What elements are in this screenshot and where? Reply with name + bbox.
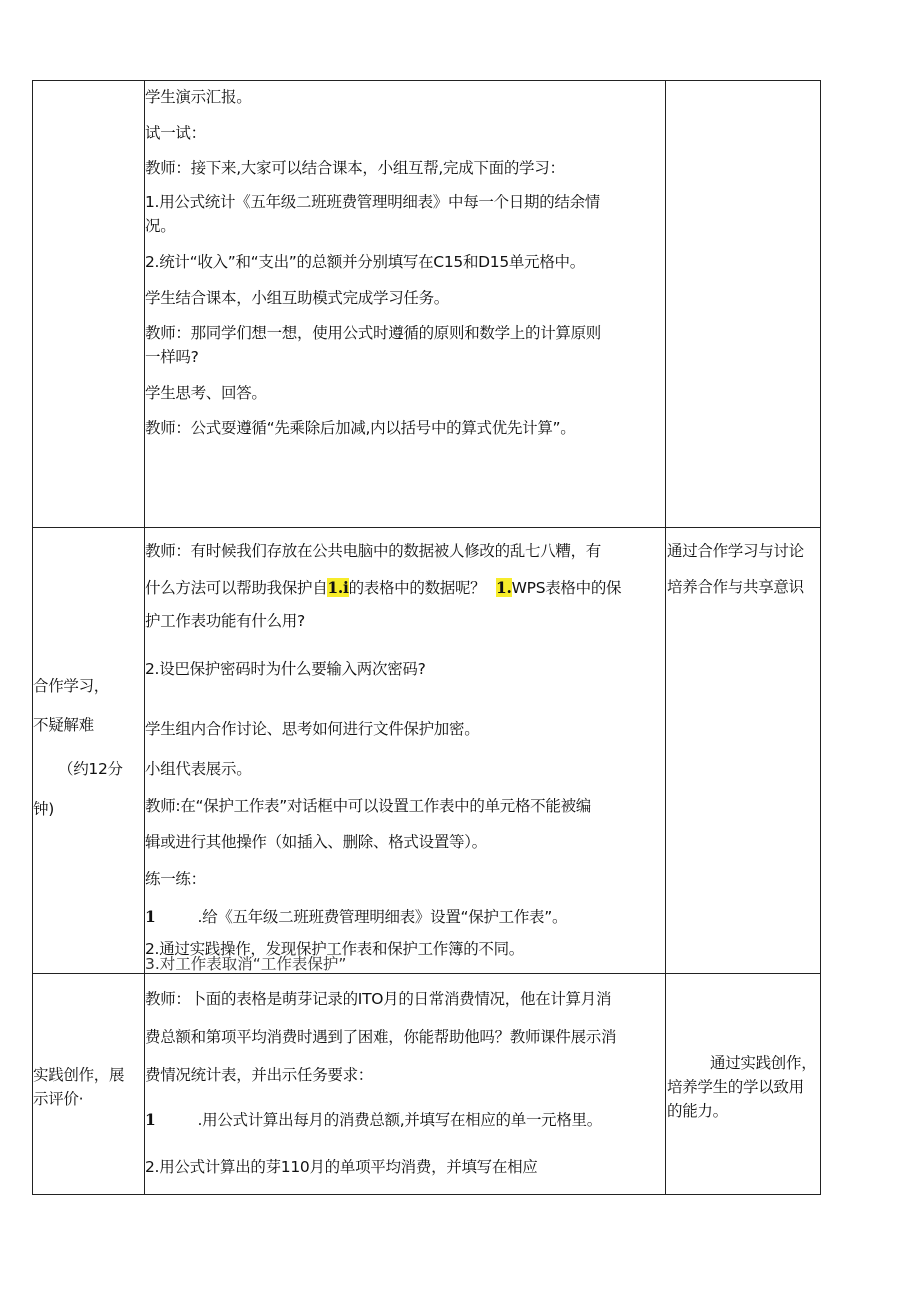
row3-goal-line-2: 培养学生的学以致用 [667,1078,804,1096]
row2-stage-line-4: 钟) [33,800,54,818]
row2-goal-line-2: 培养合作与共享意识 [667,578,804,596]
row3-line-3: 费情况统计表，并出示任务要求： [145,1066,374,1084]
row1-line-9: 一样吗? [145,348,199,366]
row2-line-8: 辑或进行其他操作（如插入、删除、格式设置等）。 [145,833,487,851]
row1-line-4: 1.用公式统计《五年级二班班费管理明细表》中每一个日期的结余情 [145,193,600,211]
row2-stage-line-3: （约12分 [58,760,123,778]
row3-stage-line-1: 实践创作，展 [33,1066,125,1084]
row2-line-4: 2.设巴保护密码时为什么要输入两次密码? [145,660,426,678]
row1-line-1: 学生演示汇报。 [145,88,252,106]
row2-stage-line-2: 不疑解难 [33,716,94,734]
row3-stage-line-2: 示评价· [33,1090,84,1108]
row3-goal-line-3: 的能力。 [667,1102,728,1120]
column-divider-2 [665,80,666,1195]
row2-line-3: 护工作表功能有什么用? [145,612,305,630]
row1-line-6: 2.统计“收入”和“支出”的总额并分别填写在C15和D15单元格中。 [145,253,585,271]
list-number-2: 1 [145,1110,156,1129]
row2-line-5: 学生组内合作讨论、思考如何进行文件保护加密。 [145,720,480,738]
row3-line-4 [145,1110,602,1130]
row2-line-2a: 什么方法可以帮助我保护自 [145,579,328,597]
row2-line-2b: 的表格中的数据呢？ [348,579,486,597]
row3-line-4-text: .用公式计算出每月的消费总额,并填写在相应的单一元格里。 [197,1111,602,1129]
highlight-mark-2: 1. [496,578,512,597]
row2-line-10 [145,907,567,927]
row2-line-7: 教师:在“保护工作表”对话框中可以设置工作表中的单元格不能被编 [145,797,591,815]
row1-line-8: 教师：那同学们想一想，使用公式时遵循的原则和数学上的计算原则 [145,324,602,342]
table-border-top [32,80,821,81]
row2-goal-line-1: 通过合作学习与讨论 [667,542,804,560]
row1-line-11: 教师：公式耍遵循“先乘除后加减,内以括号中的算式优先计算”。 [145,419,576,437]
row3-line-5: 2.用公式计算出的芽110月的单项平均消费，并填写在相应 [145,1158,538,1176]
row-divider-1 [32,527,821,528]
row3-goal-line-1: 通过实践创作， [710,1054,817,1072]
row3-line-2: 费总额和第项平均消费时遇到了困难，你能帮助他吗？教师课件展示消 [145,1028,617,1046]
table-border-bottom [32,1194,821,1195]
table-border-left [32,80,33,1195]
table-border-right [820,80,821,1195]
row2-stage-line-1: 合作学习， [33,677,110,695]
row1-line-10: 学生思考、回答。 [145,384,267,402]
row2-line-10-text: .给《五年级二班班费管理明细表》设置“保护工作表”。 [197,908,568,926]
row2-cutoff-line: 3.对工作表取消“工作表保护” [145,955,347,973]
row1-line-2: 试一试： [145,124,206,142]
row2-line-11: 2.通过实践操作，发现保护工作表和保护工作簿的不同。 [145,940,524,958]
row1-line-5: 况。 [145,217,176,235]
row2-line-9: 练一练： [145,870,206,888]
row2-line-1: 教师：有时候我们存放在公共电脑中的数据被人修改的乱七八糟，有 [145,542,602,560]
row1-line-7: 学生结合课本，小组互助模式完成学习任务。 [145,289,450,307]
row2-line-2c: WPS表格中的保 [511,579,622,597]
row2-line-6: 小组代表展示。 [145,760,252,778]
highlight-mark-1: 1.i [327,578,349,597]
row2-line-2 [145,578,621,598]
list-number-1: 1 [145,907,156,926]
row1-line-3: 教师：接下来,大家可以结合课本，小组互帮,完成下面的学习： [145,159,565,177]
row3-line-1: 教师：卜面的表格是萌芽记录的ITO月的日常消费情况，他在计算月消 [145,990,612,1008]
